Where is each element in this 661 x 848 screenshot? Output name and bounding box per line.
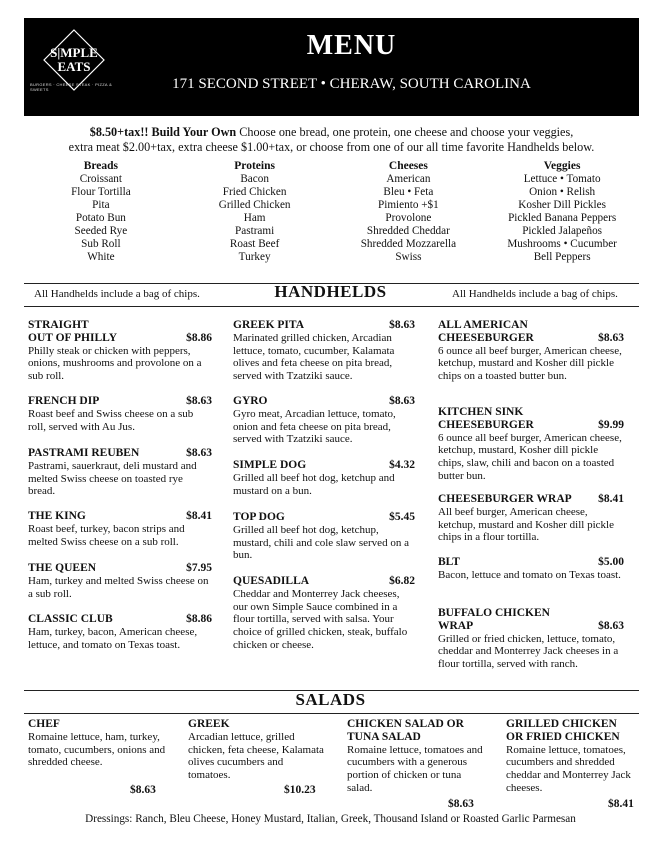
menu-item	[233, 395, 415, 446]
menu-item	[233, 319, 415, 383]
menu-item	[28, 510, 212, 548]
salad-item	[347, 718, 487, 810]
choice-item: Croissant	[79, 173, 122, 185]
choice-item: American	[386, 173, 431, 185]
choice-item: Pita	[92, 199, 110, 211]
item-price: $8.63	[389, 319, 415, 331]
item-description: Bacon, lettuce and tomato on Texas toast.	[438, 568, 621, 581]
page-title: MENU	[306, 30, 397, 61]
choice-item: Potato Bun	[75, 212, 126, 224]
item-name: GYRO	[233, 395, 268, 407]
item-name: QUESADILLA	[233, 575, 310, 587]
choice-column-proteins	[178, 160, 332, 264]
item-price: $9.99	[598, 418, 624, 431]
salad-price: $10.23	[284, 784, 316, 796]
choice-item: Pastrami	[235, 225, 275, 237]
item-price: $8.63	[389, 395, 415, 407]
choice-heading: Cheeses	[388, 160, 428, 172]
item-price: $5.00	[598, 556, 624, 568]
chips-note-right: All Handhelds include a bag of chips.	[452, 288, 618, 300]
intro-line2: extra meat $2.00+tax, extra cheese $1.00+tax, or choose from one of our all time favorite Handhelds below.	[68, 140, 595, 154]
dressings: Dressings: Ranch, Bleu Cheese, Honey Mustard, Italian, Greek, Thousand Island or Roasted Garlic Parmesan	[85, 813, 576, 825]
item-price: $8.63	[186, 447, 212, 459]
item-description: All beef burger, American cheese, ketchup, mustard and Kosher dill pickle chips in a flour tortilla.	[438, 505, 614, 544]
choice-item: Swiss	[395, 251, 422, 263]
choice-item: Fried Chicken	[222, 186, 287, 198]
choice-heading: Veggies	[543, 160, 581, 172]
item-name: THE QUEEN	[28, 562, 97, 574]
chips-note-left: All Handhelds include a bag of chips.	[34, 288, 200, 300]
menu-item	[28, 562, 212, 600]
item-description: Roast beef and Swiss cheese on a sub roll, served with Au Jus.	[28, 407, 194, 433]
item-name: BUFFALO CHICKEN	[438, 607, 550, 619]
item-name: CHEESEBURGER WRAP	[438, 493, 572, 505]
item-price: $6.82	[389, 575, 415, 587]
choice-item: Flour Tortilla	[71, 186, 131, 198]
item-name-line2: CHEESEBURGER	[438, 418, 534, 431]
choice-item: Kosher Dill Pickles	[518, 199, 606, 211]
choice-item: Shredded Cheddar	[366, 225, 450, 237]
build-your-own-intro	[24, 125, 639, 155]
phone-number[interactable]: 843-253-5018	[315, 96, 412, 115]
handhelds-heading: HANDHELDS	[274, 282, 387, 301]
menu-item	[438, 607, 624, 671]
menu-item	[28, 395, 212, 433]
salad-item	[28, 718, 168, 810]
logo-line1: S|MPLE	[50, 45, 98, 60]
choice-item: Lettuce • Tomato	[523, 173, 601, 185]
item-price: $8.63	[598, 331, 624, 344]
item-name-line2: CHEESEBURGER	[438, 331, 534, 344]
item-price: $8.41	[186, 510, 212, 522]
choice-heading: Proteins	[234, 160, 275, 172]
services-right: • DINE IN • CARRY OUT	[415, 99, 578, 115]
choice-item: Onion • Relish	[529, 186, 596, 198]
choice-item: Turkey	[238, 251, 271, 263]
item-name: CLASSIC CLUB	[28, 613, 113, 625]
salad-description: Arcadian lettuce, grilled chicken, feta cheese, Kalamata olives cucumbers and tomatoes.	[188, 730, 324, 782]
choice-item: Pickled Jalapeños	[522, 225, 603, 237]
choice-item: Roast Beef	[229, 238, 280, 250]
menu-item	[28, 319, 212, 383]
choice-item: Bacon	[240, 173, 269, 185]
item-name: PASTRAMI REUBEN	[28, 447, 140, 459]
item-name: ALL AMERICAN	[438, 319, 528, 331]
item-price: $8.63	[598, 619, 624, 632]
salad-price: $8.63	[130, 784, 156, 796]
choice-item: Shredded Mozzarella	[360, 238, 457, 250]
item-name-line2: OUT OF PHILLY	[28, 331, 118, 344]
item-description: Grilled all beef hot dog, ketchup and mustard on a bun.	[233, 471, 395, 497]
item-name: GREEK PITA	[233, 319, 305, 331]
choice-item: Pickled Banana Peppers	[508, 212, 617, 224]
choice-item: White	[87, 251, 115, 263]
salad-name: GREEK	[188, 718, 230, 730]
menu-item	[438, 556, 624, 582]
build-your-own-choices	[24, 160, 639, 264]
choice-item: Seeded Rye	[74, 225, 128, 237]
salad-price: $8.41	[608, 798, 634, 810]
address: 171 SECOND STREET • CHERAW, SOUTH CAROLINA	[172, 76, 531, 92]
item-description: 6 ounce all beef burger, American cheese, ketchup, mustard, Kosher dill pickle chips, slaw, chili and bacon on a toasted butter bun.	[438, 431, 622, 482]
salad-description: Romaine lettuce, tomatoes, cucumbers and shredded cheddar and Monterrey Jack cheeses.	[506, 743, 631, 794]
item-name: BLT	[438, 556, 460, 568]
item-description: Ham, turkey and melted Swiss cheese on a sub roll.	[28, 574, 209, 600]
choice-item: Bleu • Feta	[383, 186, 434, 198]
salad-item	[506, 718, 636, 810]
menu-item	[28, 613, 212, 651]
choice-column-cheeses	[332, 160, 486, 264]
contact-line	[24, 96, 639, 116]
item-price: $8.63	[186, 395, 212, 407]
item-price: $4.32	[389, 459, 415, 471]
menu-item	[233, 511, 415, 562]
choice-item: Mushrooms • Cucumber	[507, 238, 617, 250]
item-description: 6 ounce all beef burger, American cheese, ketchup, mustard and Kosher dill pickle chips on a toasted butter bun.	[438, 344, 622, 383]
item-name-line2: WRAP	[438, 619, 474, 632]
item-name: TOP DOG	[233, 511, 285, 523]
item-price: $8.86	[186, 331, 212, 344]
item-description: Grilled all beef hot dog, ketchup, mustard, chili and cole slaw served on a bun.	[233, 523, 409, 562]
choice-item: Bell Peppers	[533, 251, 591, 263]
logo-tagline: BURGERS · CHEESE STEAK · PIZZA & SWEETS	[30, 82, 113, 92]
divider	[24, 713, 639, 714]
item-description: Marinated grilled chicken, Arcadian lettuce, tomato, cucumber, Kalamata olives and feta cheese on pita bread, served with Tzatziki sauce.	[233, 331, 395, 383]
item-description: Cheddar and Monterrey Jack cheeses, our own Simple Sauce combined in a flour tortilla, served with salsa. Your choice of grilled chicken, steak, buffalo chicken or cheese.	[233, 587, 408, 651]
services-left: CATERING • CURBSIDE PICKUP •	[85, 99, 312, 115]
item-name: THE KING	[28, 510, 86, 522]
choice-item: Sub Roll	[81, 238, 121, 250]
item-description: Philly steak or chicken with peppers, onions, mushrooms and provolone on a sub roll.	[28, 344, 202, 383]
item-description: Pastrami, sauerkraut, deli mustard and melted Swiss cheese on toasted rye bread.	[28, 459, 197, 498]
menu-item	[28, 447, 212, 498]
choice-item: Ham	[243, 212, 266, 224]
salad-item	[188, 718, 328, 810]
choice-column-veggies	[485, 160, 639, 264]
choice-item: Grilled Chicken	[218, 199, 291, 211]
divider	[24, 306, 639, 307]
intro-line1: Choose one bread, one protein, one cheese and choose your veggies,	[236, 125, 574, 139]
item-description: Gyro meat, Arcadian lettuce, tomato, onion and feta cheese on pita bread, served with Tzatziki sauce.	[233, 407, 396, 446]
salad-name: GRILLED CHICKEN OR FRIED CHICKEN	[506, 718, 620, 743]
menu-item	[233, 575, 415, 652]
logo-line2: EATS	[57, 59, 91, 74]
item-name: FRENCH DIP	[28, 395, 100, 407]
item-price: $8.86	[186, 613, 212, 625]
salad-name: CHEF	[28, 718, 60, 730]
item-name: STRAIGHT	[28, 319, 89, 331]
item-price: $5.45	[389, 511, 415, 523]
salad-description: Romaine lettuce, ham, turkey, tomato, cucumbers, onions and shredded cheese.	[28, 730, 166, 769]
salad-description: Romaine lettuce, tomatoes and cucumbers with a generous portion of chicken or tuna salad.	[347, 743, 483, 794]
salads-heading: SALADS	[295, 690, 366, 709]
menu-item	[438, 406, 624, 483]
choice-heading: Breads	[83, 160, 119, 172]
item-description: Roast beef, turkey, bacon strips and melted Swiss cheese on a sub roll.	[28, 522, 185, 548]
choice-column-breads	[24, 160, 178, 264]
item-price: $8.41	[598, 493, 624, 505]
item-description: Ham, turkey, bacon, American cheese, lettuce, and tomato on Texas toast.	[28, 625, 198, 651]
item-price: $7.95	[186, 562, 212, 574]
item-name: KITCHEN SINK	[438, 406, 524, 418]
salad-price: $8.63	[448, 798, 474, 810]
intro-bold: $8.50+tax!! Build Your Own	[89, 125, 237, 139]
item-name: SIMPLE DOG	[233, 459, 307, 471]
menu-item	[438, 493, 624, 544]
menu-item	[233, 459, 415, 497]
choice-item: Provolone	[385, 212, 432, 224]
salad-name: CHICKEN SALAD OR TUNA SALAD	[347, 718, 464, 743]
choice-item: Pimiento +$1	[378, 199, 439, 211]
item-description: Grilled or fried chicken, lettuce, tomato, cheddar and Monterrey Jack cheeses in a flour tortilla, served with ranch.	[438, 632, 619, 671]
menu-item	[438, 319, 624, 383]
